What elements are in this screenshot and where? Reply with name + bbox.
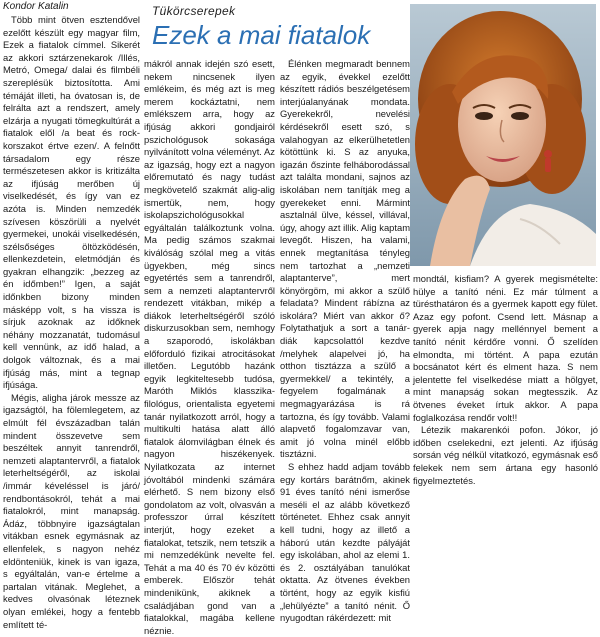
- article-headline: Ezek a mai fiatalok: [152, 20, 371, 50]
- article-column-1: [3, 0, 140, 630]
- paragraph: Élénken megmaradt bennem az egyik, évekkel ezelőtt készített rádiós beszélgetésem interjúalanyának mondata. Gyerekekről, nevelési kérdésekről esett szó, s valahogyan az elkerülhetetlen kötöttünk ki. S az anyuka, igazán őszinte felháborodással azt találta mondani, sajnos az iskolában nem tanítják meg a gyerekeket enni. Mármint asztalnál ülve, késsel, villával, úgy, ahogy azt illik. Alig kaptam levegőt. Hiszen, ha valami, ennek megtanítása tényleg nem tartozhat a „nemzeti alaptanterve”, mert könyörgöm, mi akkor a szülő feladata? Mindent rábízna az iskolára? Miért van akkor ő? Folytathatjuk a sort a tanár-diák kapcsolattól kezdve /melyhek alapelvei jó, ha otthon tisztázza a szülő a gyermekkel/ a tekintély, a fegyelem fogalmának a megmagyarázása is rá tartozna, és így tovább. Valami alapvető fogalomzavar van, amit jó volna minél előbb tisztázni.: [280, 58, 410, 460]
- paragraph: mondtál, kisfiam? A gyerek megismételte: hülye a tanító néni. Ez már túlment a türésthatáron és a gyermek kapott egy fület. Azaz egy pofont. Csend lett. Másnap a gyerek apja nagy mellénnyel bement a tanító nénit kérdőre vonni. Ő szelíden elmondta, mi történt. A papa ezután bocsánatot kért és elment haza. S nem jelentette fel viselkedése miatt a hölgyet, mint manapság sokan megtesszik. Az ötvenes éveket írtuk akkor. A papa foglalkozása rendőr volt!!: [413, 273, 598, 423]
- article-column-3: [280, 58, 410, 624]
- article-column-2: [144, 58, 275, 636]
- portrait-photo-icon: [410, 4, 596, 266]
- author-byline: Kondor Katalin: [3, 1, 69, 12]
- column-kicker: Tükörcserepek: [152, 4, 236, 18]
- portrait-illustration: [410, 4, 596, 266]
- paragraph: Több mint ötven esztendővel ezelőtt készült egy magyar film, Ezek a fiatalok címmel. Sikerét az akkori sztárzenekarok /Illés, Metró, Omega/ dalai és filmbéli szereplésük biztosította. Ami témáját illeti, ha óvatosan is, de felrálta azt a rendszert, amely elzárja a nyugati tömegkultúrát a fiatalok elől /a beat és rock-korszakot értve ezen/. A felnőtt társadalom egy része természetesen akkor is kritizálta az ifjúság merőben új viselkedését, és így van ez azóta is. Minden nemzedék szívesen köszörüli a nyelvét gyermekei, unokái viselkedésén, szélsőséges öltözködésén, ellenkezdetein, eletmódján és gyakran elhangzik: „bezzeg az én időmben!” Igen, a saját időnkben bizony minden másképp volt, s ha vissza is sírjuk azoknak az időknek néhány mozzanatát, tudomásul kell vennünk, az idő halad, a dolgok változnak, és a mai ifjúság más, mint a tegnap ifjúsága.: [3, 14, 140, 391]
- paragraph: mákról annak idején szó esett, nekem nincsenek ilyen emlékeim, és még azt is meg merem kockáztatni, nem emlékszem arra, hogy az ifjúság akkori gondjairól pszichológusok sokasága nyilvánított volna véleményt. Az az igazság, hogy ezt a nagyon előremutató és nagy tudást megkövetelő szakmát alig-alig ismertük, nem, hogy iskolapszichológusokkal egyáltalán találkoztunk volna. Ma pedig számos szakmai kiválóság szólal meg a vitás ügyekben, még sincs egyetértés sem a tanrendről, sem a nemzeti alaptantervről rendezett vitákban, mikép a diákok leterheltségéről szóló diskurzusokban sem, nemhogy a szaporodó, iskolákban előforduló fizikai atrocitásokat illetően. Legutóbb hazánk egyik legkiteltesebb tudósa, Maróth Miklós klasszika-filológus, orientalista egyetemi tanár nyilatkozott arról, hogy a multikulti hatása alatt álló fiatalok álomvilágban élnek és nagyon hiszékenyek. Nyilatkozata az internet jóvoltából mindenki számára elérhető. S nem bizony első gondolatom az volt, olvasván a professzor úrral készített interjút, hogy ezeket a fiatalokat, tetszik, nem tetszik a mi nemzedékünk nevelte fel. Tehát a ma 40 és 70 év közötti emberek. Először tehát mindenikünk, akiknek a családjában gond van a fiatalokkal, magába kellene néznie.: [144, 58, 275, 636]
- paragraph: Mégis, alighа járok messze az igazságtól, ha fölemlegetem, az elmúlt fél évszázadban talán mindent összevetve sem beszéltek annyit tanrendről, nemzeti alaptantervről, a fiatalok leterheltségéről, az iskolai /immár kéveléssel is járó/ rendbontásokról, tehát a mai fiatalokról, mint manapság. Ádáz, többnyire igazságtalan vitákban esnek egymásnak az ellenfelek, s nagyon nehéz eldönteniük, kinek is van igaza, s egyáltalán, van-e értelme a partalan vitának. Meglehet, a kedves olvasónak léteznek olyan emlékei, hogy a fentebb említett té-: [3, 391, 140, 630]
- paragraph: S ehhez hadd adjam tovább egy kortárs barátnőm, akinek 91 éves tanító néni ismerőse meséli el az alább következő történetet. Ehhez csak annyit kell tudni, hogy az illető a háború után kezdte pályáját egy iskolában, ahol az elemi 1. és 2. osztályában tanulókat oktatta. Az ötvenes években történt, hogy az egyik kisfiú „lehülyézte” a tanító nénit. Ő nyugodtan rákérdezett: mit: [280, 461, 410, 624]
- article-column-4: [413, 273, 598, 515]
- paragraph: Létezik makarenkói pofon. Jókor, jó időben cselekedni, ezt jelenti. Az ifjúság sorsán vég nélkül vitatkozó, egymásnak eső felekek nem sem ártana egy hasonló figyelmeztetés.: [413, 424, 598, 486]
